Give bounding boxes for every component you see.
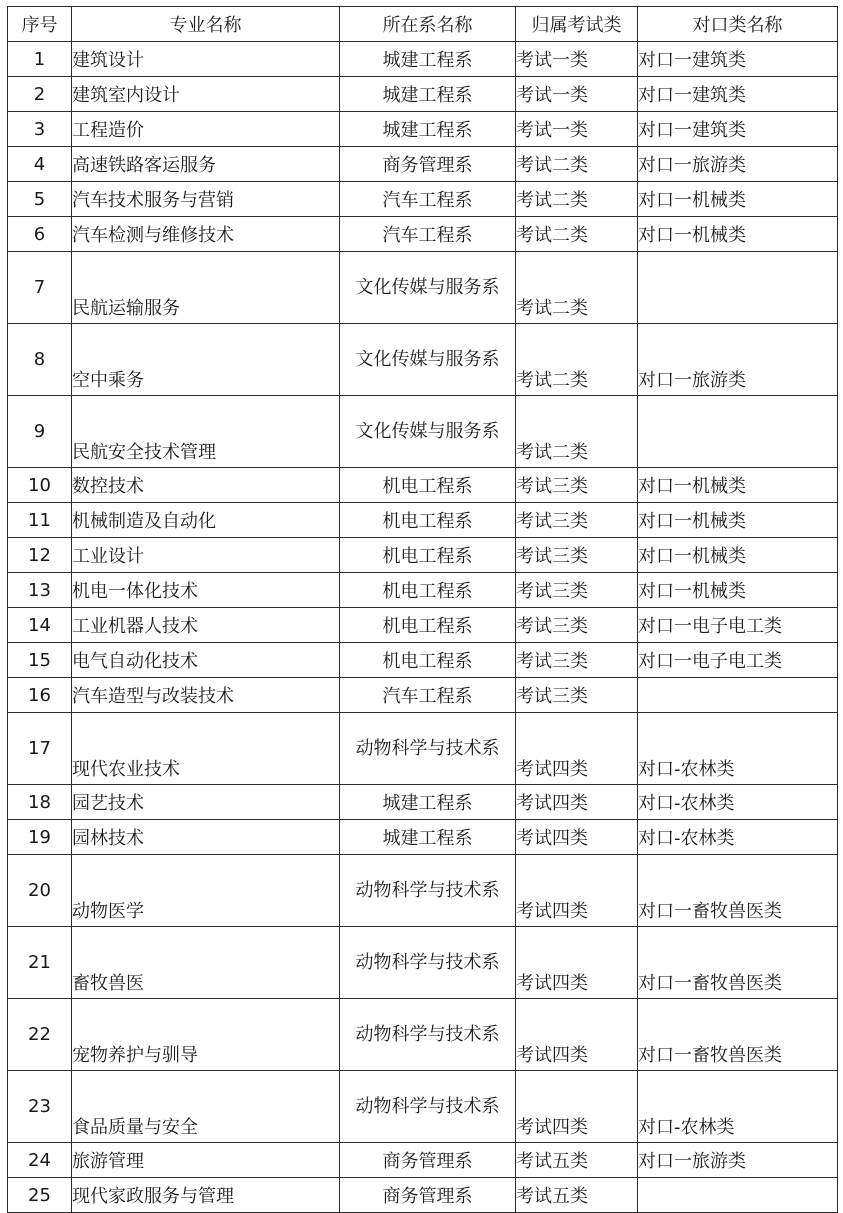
cell-category: 对口一建筑类 [638,112,838,147]
cell-category: 对口一机械类 [638,503,838,538]
cell-department: 动物科学与技术系 [340,999,516,1071]
cell-department: 汽车工程系 [340,182,516,217]
cell-no: 22 [8,999,72,1071]
cell-no: 8 [8,324,72,396]
header-department: 所在系名称 [340,7,516,42]
cell-department: 城建工程系 [340,112,516,147]
cell-exam-class: 考试四类 [516,927,638,999]
cell-category [638,678,838,713]
table-row [8,1143,838,1178]
cell-category: 对口一机械类 [638,182,838,217]
cell-no: 19 [8,820,72,855]
cell-no: 5 [8,182,72,217]
cell-category: 对口一旅游类 [638,147,838,182]
cell-no: 15 [8,643,72,678]
cell-major-name: 汽车造型与改装技术 [72,678,340,713]
cell-no: 11 [8,503,72,538]
table-body [8,42,838,1213]
cell-department: 机电工程系 [340,608,516,643]
cell-no: 14 [8,608,72,643]
cell-exam-class: 考试三类 [516,643,638,678]
cell-no: 17 [8,713,72,785]
cell-category [638,396,838,468]
cell-major-name: 园艺技术 [72,785,340,820]
cell-exam-class: 考试二类 [516,182,638,217]
cell-exam-class: 考试四类 [516,1071,638,1143]
cell-exam-class: 考试二类 [516,396,638,468]
table-row [8,573,838,608]
cell-major-name: 机械制造及自动化 [72,503,340,538]
cell-category: 对口一旅游类 [638,324,838,396]
cell-exam-class: 考试三类 [516,608,638,643]
cell-major-name: 园林技术 [72,820,340,855]
cell-department: 城建工程系 [340,77,516,112]
cell-department: 动物科学与技术系 [340,927,516,999]
header-exam-class: 归属考试类 [516,7,638,42]
cell-major-name: 工业机器人技术 [72,608,340,643]
cell-department: 城建工程系 [340,42,516,77]
cell-category: 对口一机械类 [638,573,838,608]
cell-no: 7 [8,252,72,324]
cell-department: 动物科学与技术系 [340,713,516,785]
cell-department: 商务管理系 [340,1178,516,1213]
header-category: 对口类名称 [638,7,838,42]
cell-exam-class: 考试三类 [516,468,638,503]
cell-no: 4 [8,147,72,182]
cell-category: 对口一建筑类 [638,42,838,77]
cell-major-name: 食品质量与安全 [72,1071,340,1143]
cell-department: 商务管理系 [340,147,516,182]
cell-category: 对口一建筑类 [638,77,838,112]
cell-major-name: 汽车检测与维修技术 [72,217,340,252]
cell-department: 城建工程系 [340,785,516,820]
header-row [8,7,838,42]
cell-category: 对口一旅游类 [638,1143,838,1178]
table-row [8,1071,838,1143]
cell-exam-class: 考试四类 [516,785,638,820]
cell-category: 对口-农林类 [638,713,838,785]
cell-category [638,1178,838,1213]
table-row [8,608,838,643]
table-row [8,538,838,573]
cell-exam-class: 考试四类 [516,713,638,785]
cell-category: 对口-农林类 [638,820,838,855]
cell-department: 文化传媒与服务系 [340,324,516,396]
cell-exam-class: 考试四类 [516,999,638,1071]
cell-no: 23 [8,1071,72,1143]
cell-no: 13 [8,573,72,608]
cell-category: 对口一机械类 [638,538,838,573]
table-row [8,820,838,855]
cell-major-name: 现代家政服务与管理 [72,1178,340,1213]
header-no: 序号 [8,7,72,42]
cell-major-name: 建筑室内设计 [72,77,340,112]
cell-major-name: 民航安全技术管理 [72,396,340,468]
majors-table [7,6,838,1213]
cell-major-name: 工业设计 [72,538,340,573]
cell-department: 机电工程系 [340,503,516,538]
cell-major-name: 民航运输服务 [72,252,340,324]
cell-category: 对口一机械类 [638,217,838,252]
cell-department: 汽车工程系 [340,217,516,252]
cell-major-name: 动物医学 [72,855,340,927]
cell-exam-class: 考试五类 [516,1178,638,1213]
cell-exam-class: 考试三类 [516,573,638,608]
cell-no: 1 [8,42,72,77]
cell-department: 机电工程系 [340,573,516,608]
cell-category: 对口一畜牧兽医类 [638,999,838,1071]
cell-no: 20 [8,855,72,927]
cell-major-name: 建筑设计 [72,42,340,77]
table-row [8,643,838,678]
cell-department: 汽车工程系 [340,678,516,713]
cell-category [638,252,838,324]
cell-exam-class: 考试二类 [516,252,638,324]
cell-major-name: 机电一体化技术 [72,573,340,608]
cell-no: 25 [8,1178,72,1213]
cell-major-name: 电气自动化技术 [72,643,340,678]
cell-department: 机电工程系 [340,538,516,573]
cell-exam-class: 考试二类 [516,324,638,396]
cell-no: 9 [8,396,72,468]
table-row [8,855,838,927]
table-row [8,112,838,147]
header-major-name: 专业名称 [72,7,340,42]
table-row [8,252,838,324]
cell-no: 6 [8,217,72,252]
table-header [8,7,838,42]
cell-department: 城建工程系 [340,820,516,855]
cell-exam-class: 考试二类 [516,147,638,182]
cell-major-name: 汽车技术服务与营销 [72,182,340,217]
cell-exam-class: 考试一类 [516,77,638,112]
cell-category: 对口一电子电工类 [638,608,838,643]
table-row [8,785,838,820]
cell-department: 动物科学与技术系 [340,1071,516,1143]
cell-major-name: 旅游管理 [72,1143,340,1178]
cell-category: 对口一畜牧兽医类 [638,927,838,999]
cell-department: 文化传媒与服务系 [340,396,516,468]
cell-department: 机电工程系 [340,468,516,503]
cell-exam-class: 考试一类 [516,112,638,147]
table-row [8,468,838,503]
table-row [8,77,838,112]
cell-major-name: 宠物养护与驯导 [72,999,340,1071]
cell-major-name: 工程造价 [72,112,340,147]
cell-category: 对口-农林类 [638,1071,838,1143]
cell-no: 24 [8,1143,72,1178]
cell-major-name: 数控技术 [72,468,340,503]
table-row [8,999,838,1071]
cell-exam-class: 考试四类 [516,820,638,855]
cell-exam-class: 考试三类 [516,503,638,538]
cell-no: 12 [8,538,72,573]
table-row [8,147,838,182]
cell-exam-class: 考试三类 [516,678,638,713]
table-row [8,182,838,217]
cell-category: 对口一机械类 [638,468,838,503]
cell-no: 18 [8,785,72,820]
cell-department: 动物科学与技术系 [340,855,516,927]
table-row [8,1178,838,1213]
cell-category: 对口一电子电工类 [638,643,838,678]
table-row [8,678,838,713]
cell-major-name: 畜牧兽医 [72,927,340,999]
cell-exam-class: 考试四类 [516,855,638,927]
table-row [8,396,838,468]
table-row [8,713,838,785]
cell-department: 文化传媒与服务系 [340,252,516,324]
cell-no: 2 [8,77,72,112]
cell-major-name: 空中乘务 [72,324,340,396]
cell-major-name: 现代农业技术 [72,713,340,785]
table-row [8,217,838,252]
table-row [8,42,838,77]
cell-exam-class: 考试二类 [516,217,638,252]
table-row [8,324,838,396]
cell-department: 机电工程系 [340,643,516,678]
cell-category: 对口一畜牧兽医类 [638,855,838,927]
cell-exam-class: 考试五类 [516,1143,638,1178]
cell-no: 21 [8,927,72,999]
cell-no: 16 [8,678,72,713]
cell-major-name: 高速铁路客运服务 [72,147,340,182]
table-row [8,927,838,999]
table-row [8,503,838,538]
cell-no: 3 [8,112,72,147]
cell-exam-class: 考试三类 [516,538,638,573]
cell-category: 对口-农林类 [638,785,838,820]
cell-exam-class: 考试一类 [516,42,638,77]
cell-no: 10 [8,468,72,503]
cell-department: 商务管理系 [340,1143,516,1178]
